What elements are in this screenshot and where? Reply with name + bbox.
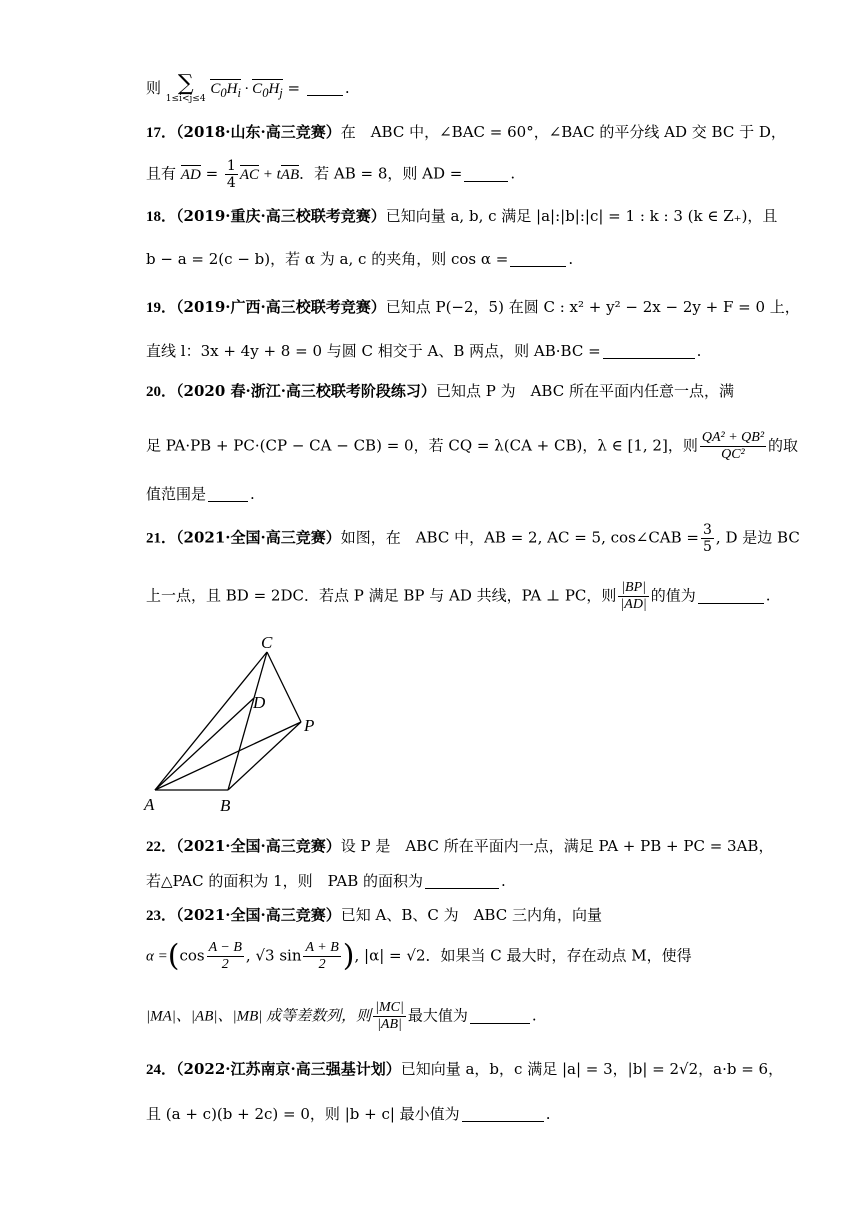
question-source: （2022·江苏南京·高三强基计划）: [176, 1060, 401, 1078]
fraction: $\frac{|MC|}{|AB|}$: [375, 1000, 404, 1032]
answer-blank: [470, 1008, 530, 1024]
question-text: 已知点 P 为 ABC 所在平面内任意一点，满: [435, 382, 734, 400]
answer-blank: [510, 251, 566, 267]
question-text: 已知向量 a，b，c 满足 |a| = 3，|b| = 2√2，a·b = 6，: [400, 1060, 784, 1078]
fraction: $\frac{3}{5}$: [703, 522, 712, 555]
q18-line1: [146, 205, 777, 228]
question-number: 21．: [146, 530, 177, 547]
q21-line2: 上一点，且 BD = 2DC．若点 P 满足 BP 与 AD 共线，PA ⊥ PC，则 $\frac{|BP|}{|AD|}$ 的值为 .: [146, 580, 771, 612]
answer-blank: [425, 873, 499, 889]
q20-line2: 足 PA·PB + PC·(CP − CA − CB) = 0，若 CQ = λ(CA + CB)，λ ∈ [1, 2]，则 $\frac{\text{QA² + QB²}}{\text{QC²}}$ 的取: [146, 430, 799, 462]
label-P: P: [304, 716, 315, 735]
question-source: （2021·全国·高三竞赛）: [176, 906, 341, 924]
fraction: $\frac{A - B}{2}$: [208, 940, 242, 972]
segment-CP: [267, 652, 301, 722]
q21-line1: 21．（2021·全国·高三竞赛）如图，在 ABC 中，AB = 2, AC = 5, cos∠CAB = $\frac{3}{5}$ , D 是边 BC: [146, 522, 800, 555]
question-source: （2020 春·浙江·高三校联考阶段练习）: [176, 382, 436, 400]
segment-BC: [228, 652, 267, 790]
question-number: 18．: [146, 209, 177, 225]
question-number: 22．: [146, 839, 177, 855]
label-B: B: [220, 796, 231, 815]
geometry-figure: [140, 630, 340, 820]
question-text: 设 P 是 ABC 所在平面内一点，满足 PA + PB + PC = 3AB，: [340, 837, 774, 855]
answer-blank: [464, 166, 508, 182]
q19-line1: [146, 296, 800, 319]
q23-line1: [146, 904, 602, 927]
q23-line2: α =(cos $\frac{A - B}{2}$ , √3 sin $\frac{A + B}{2}$ ), |α| = √2．如果当 C 最大时，存在动点 M，使得: [146, 938, 692, 974]
question-number: 20．: [146, 384, 177, 400]
answer-blank: [307, 80, 343, 96]
fraction: $\frac{\text{QA² + QB²}}{\text{QC²}}$: [701, 430, 765, 462]
q24-line1: [146, 1058, 783, 1081]
question-text: 已知向量 a, b, c 满足 |a|:|b|:|c| = 1 : k : 3 (k ∈ Z₊)，且: [385, 207, 778, 225]
q22-line1: [146, 835, 773, 858]
question-source: （2019·重庆·高三校联考竞赛）: [176, 207, 386, 225]
segment-AP: [155, 722, 301, 790]
q20-line1: [146, 380, 734, 403]
q17-line2: 且有 AD = $\frac{1}{4}$ AC + tAB．若 AB = 8，则 AD = .: [146, 158, 516, 191]
q22-line2: 若△PAC 的面积为 1，则 PAB 的面积为 .: [146, 872, 506, 890]
answer-blank: [698, 588, 764, 604]
fraction: $\frac{A + B}{2}$: [305, 940, 339, 972]
answer-blank: [603, 343, 695, 359]
label-A: A: [144, 795, 155, 814]
q23-line3: |MA|、|AB|、|MB| 成等差数列，则 $\frac{|MC|}{|AB|}$ 最大值为 .: [146, 1000, 537, 1032]
question-source: （2019·广西·高三校联考竞赛）: [176, 298, 386, 316]
summation-symbol: ∑ 1≤i<j≤4: [165, 71, 206, 104]
question-source: （2021·全国·高三竞赛）: [176, 837, 341, 855]
label-C: C: [261, 633, 273, 652]
question-text: 已知点 P(−2，5) 在圆 C : x² + y² − 2x − 2y + F = 0 上，: [385, 298, 800, 316]
question-number: 24．: [146, 1062, 177, 1078]
question-text: 在 ABC 中，∠BAC = 60°，∠BAC 的平分线 AD 交 BC 于 D，: [340, 123, 786, 141]
q24-line2: 且 (a + c)(b + 2c) = 0，则 |b + c| 最小值为 .: [146, 1105, 551, 1123]
q18-line2: b − a = 2(c − b)，若 α 为 a, c 的夹角，则 cos α = .: [146, 250, 574, 268]
segment-BP: [228, 722, 301, 790]
question-number: 17．: [146, 125, 177, 141]
question-number: 19．: [146, 300, 177, 316]
text: 则: [146, 79, 162, 97]
question-number: 23．: [146, 908, 177, 924]
equals: =: [282, 79, 305, 97]
previous-question-tail: 则 ∑ 1≤i<j≤4 $C_0H_i \cdot C_0H_j$ = .: [146, 71, 350, 104]
fraction: $\frac{1}{4}$: [226, 158, 236, 191]
question-source: （2018·山东·高三竞赛）: [176, 123, 341, 141]
question-text: 已知 A、B、C 为 ABC 三内角，向量: [340, 906, 602, 924]
label-D: D: [253, 693, 266, 712]
q20-line3: 值范围是 .: [146, 485, 255, 503]
fraction: $\frac{|BP|}{|AD|}$: [620, 580, 647, 612]
answer-blank: [462, 1106, 544, 1122]
segment-AD: [155, 698, 254, 790]
q19-line2: 直线 l：3x + 4y + 8 = 0 与圆 C 相交于 A、B 两点，则 AB·BC = .: [146, 342, 702, 360]
answer-blank: [208, 486, 248, 502]
question-source: （2021·全国·高三竞赛）: [176, 528, 341, 547]
q17-line1: [146, 121, 786, 144]
